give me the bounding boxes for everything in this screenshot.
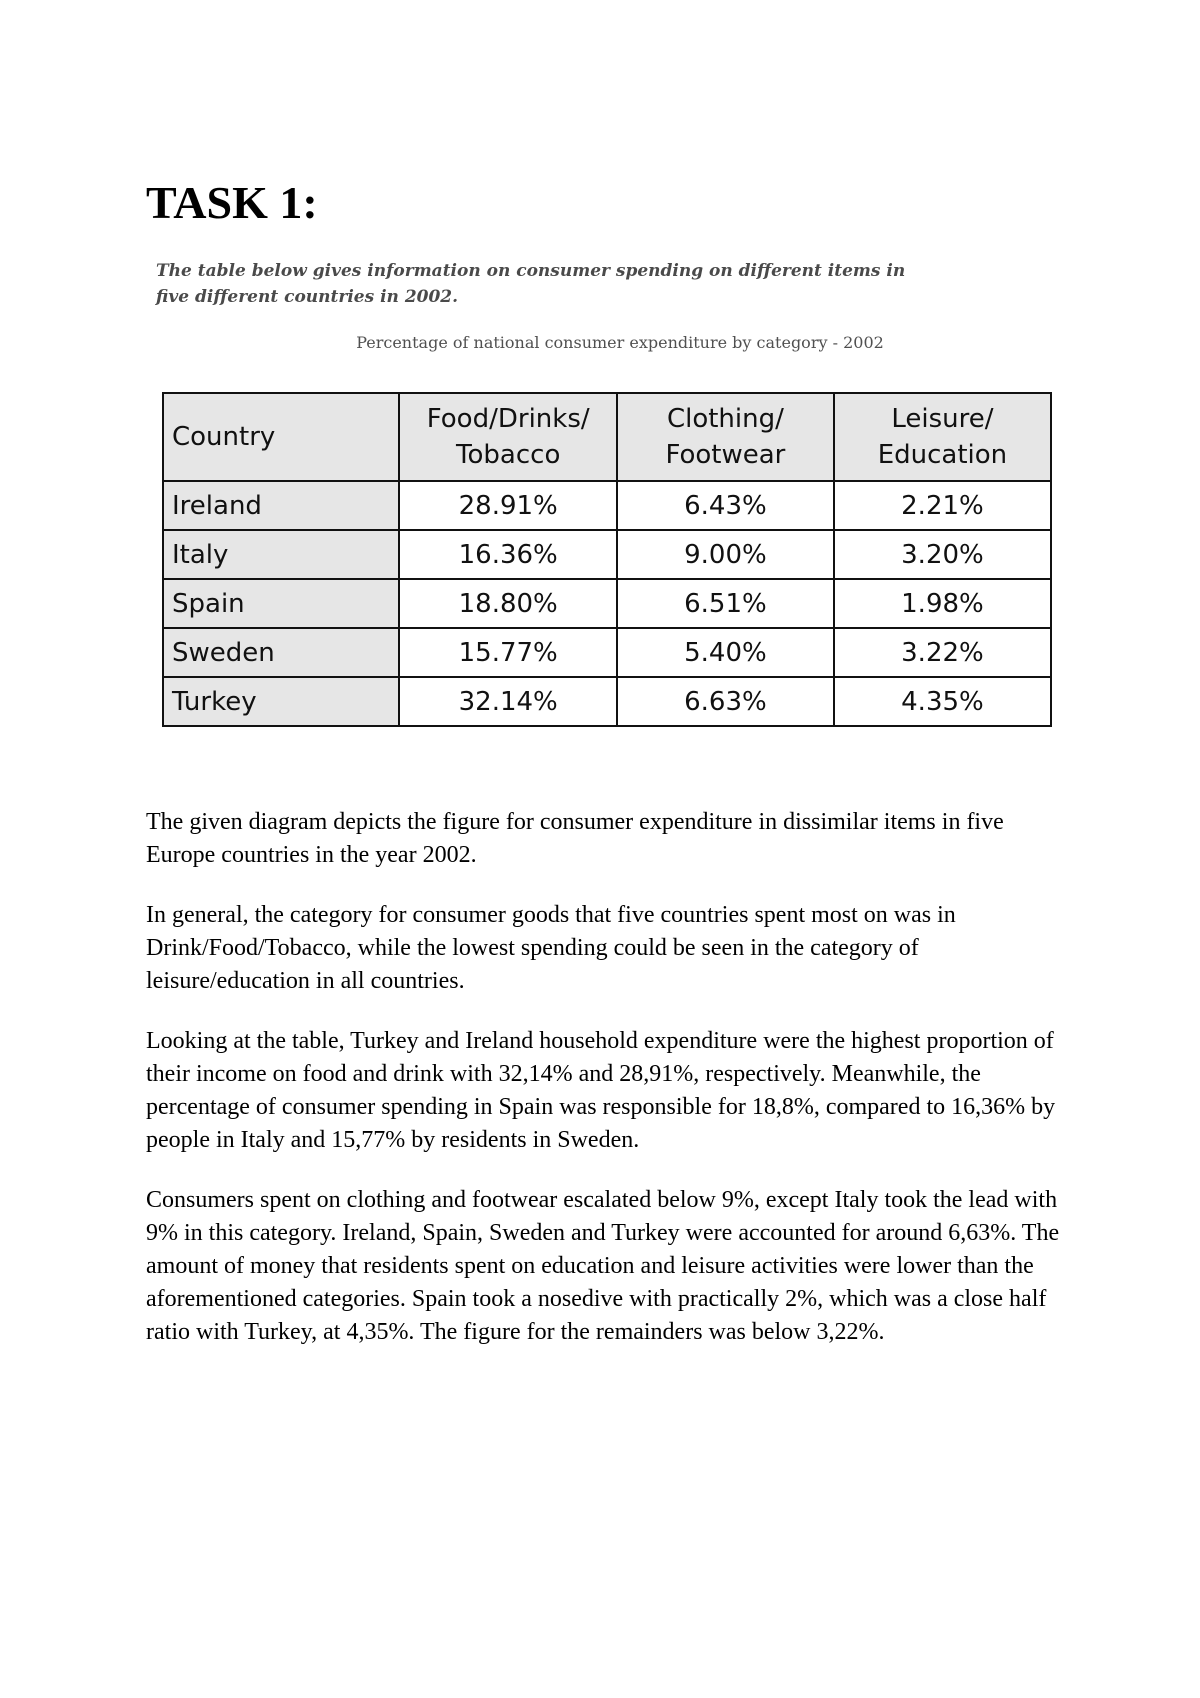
header-food-line1: Food/Drinks/	[426, 404, 590, 434]
row-country: Italy	[163, 530, 399, 579]
cell-leisure: 2.21%	[834, 481, 1051, 530]
table-caption: Percentage of national consumer expenditure by category - 2002	[356, 333, 884, 352]
row-country: Sweden	[163, 628, 399, 677]
page-title: TASK 1:	[146, 177, 318, 228]
essay-paragraph: In general, the category for consumer goods that five countries spent most on was in Drink/Food/Tobacco, while the lowest spending could be seen in the category of leisure/education in all countries.	[146, 902, 956, 994]
cell-food: 28.91%	[399, 481, 617, 530]
cell-food: 16.36%	[399, 530, 617, 579]
table-row	[163, 579, 1051, 628]
cell-leisure: 1.98%	[834, 579, 1051, 628]
table-row	[163, 628, 1051, 677]
header-clothing-line2: Footwear	[665, 440, 786, 470]
cell-clothing: 6.43%	[617, 481, 834, 530]
header-country	[163, 393, 399, 481]
cell-leisure: 4.35%	[834, 677, 1051, 726]
table-header-row	[163, 393, 1051, 481]
cell-food: 18.80%	[399, 579, 617, 628]
essay-paragraph: The given diagram depicts the figure for consumer expenditure in dissimilar items in five Europe countries in the year 2002.	[146, 809, 1004, 868]
cell-clothing: 6.51%	[617, 579, 834, 628]
essay-body	[146, 806, 1076, 1376]
header-country-label: Country	[172, 422, 276, 452]
cell-food: 15.77%	[399, 628, 617, 677]
row-country: Spain	[163, 579, 399, 628]
cell-clothing: 9.00%	[617, 530, 834, 579]
table-row	[163, 530, 1051, 579]
header-leisure-line1: Leisure/	[891, 404, 994, 434]
header-food-line2: Tobacco	[456, 440, 561, 470]
task-description: The table below gives information on consumer spending on different items in five different countries in 2002.	[156, 261, 906, 307]
cell-clothing: 6.63%	[617, 677, 834, 726]
row-country: Turkey	[163, 677, 399, 726]
table-row	[163, 677, 1051, 726]
header-food	[399, 393, 617, 481]
essay-paragraph: Looking at the table, Turkey and Ireland household expenditure were the highest proportion of their income on food and drink with 32,14% and 28,91%, respectively. Meanwhile, the percentage of consumer spending in Spain was responsible for 18,8%, compared to 16,36% by people in Italy and 15,77% by residents in Sweden.	[146, 1028, 1056, 1153]
row-country: Ireland	[163, 481, 399, 530]
cell-leisure: 3.22%	[834, 628, 1051, 677]
cell-clothing: 5.40%	[617, 628, 834, 677]
header-leisure-line2: Education	[877, 440, 1008, 470]
header-leisure	[834, 393, 1051, 481]
header-clothing	[617, 393, 834, 481]
expenditure-table	[162, 392, 1052, 727]
essay-paragraph: Consumers spent on clothing and footwear escalated below 9%, except Italy took the lead with 9% in this category. Ireland, Spain, Sweden and Turkey were accounted for around 6,63%. The amount of money that residents spent on education and leisure activities were lower than the aforementioned categories. Spain took a nosedive with practically 2%, which was a close half ratio with Turkey, at 4,35%. The figure for the remainders was below 3,22%.	[146, 1187, 1060, 1345]
cell-food: 32.14%	[399, 677, 617, 726]
table-row	[163, 481, 1051, 530]
header-clothing-line1: Clothing/	[666, 404, 784, 434]
cell-leisure: 3.20%	[834, 530, 1051, 579]
